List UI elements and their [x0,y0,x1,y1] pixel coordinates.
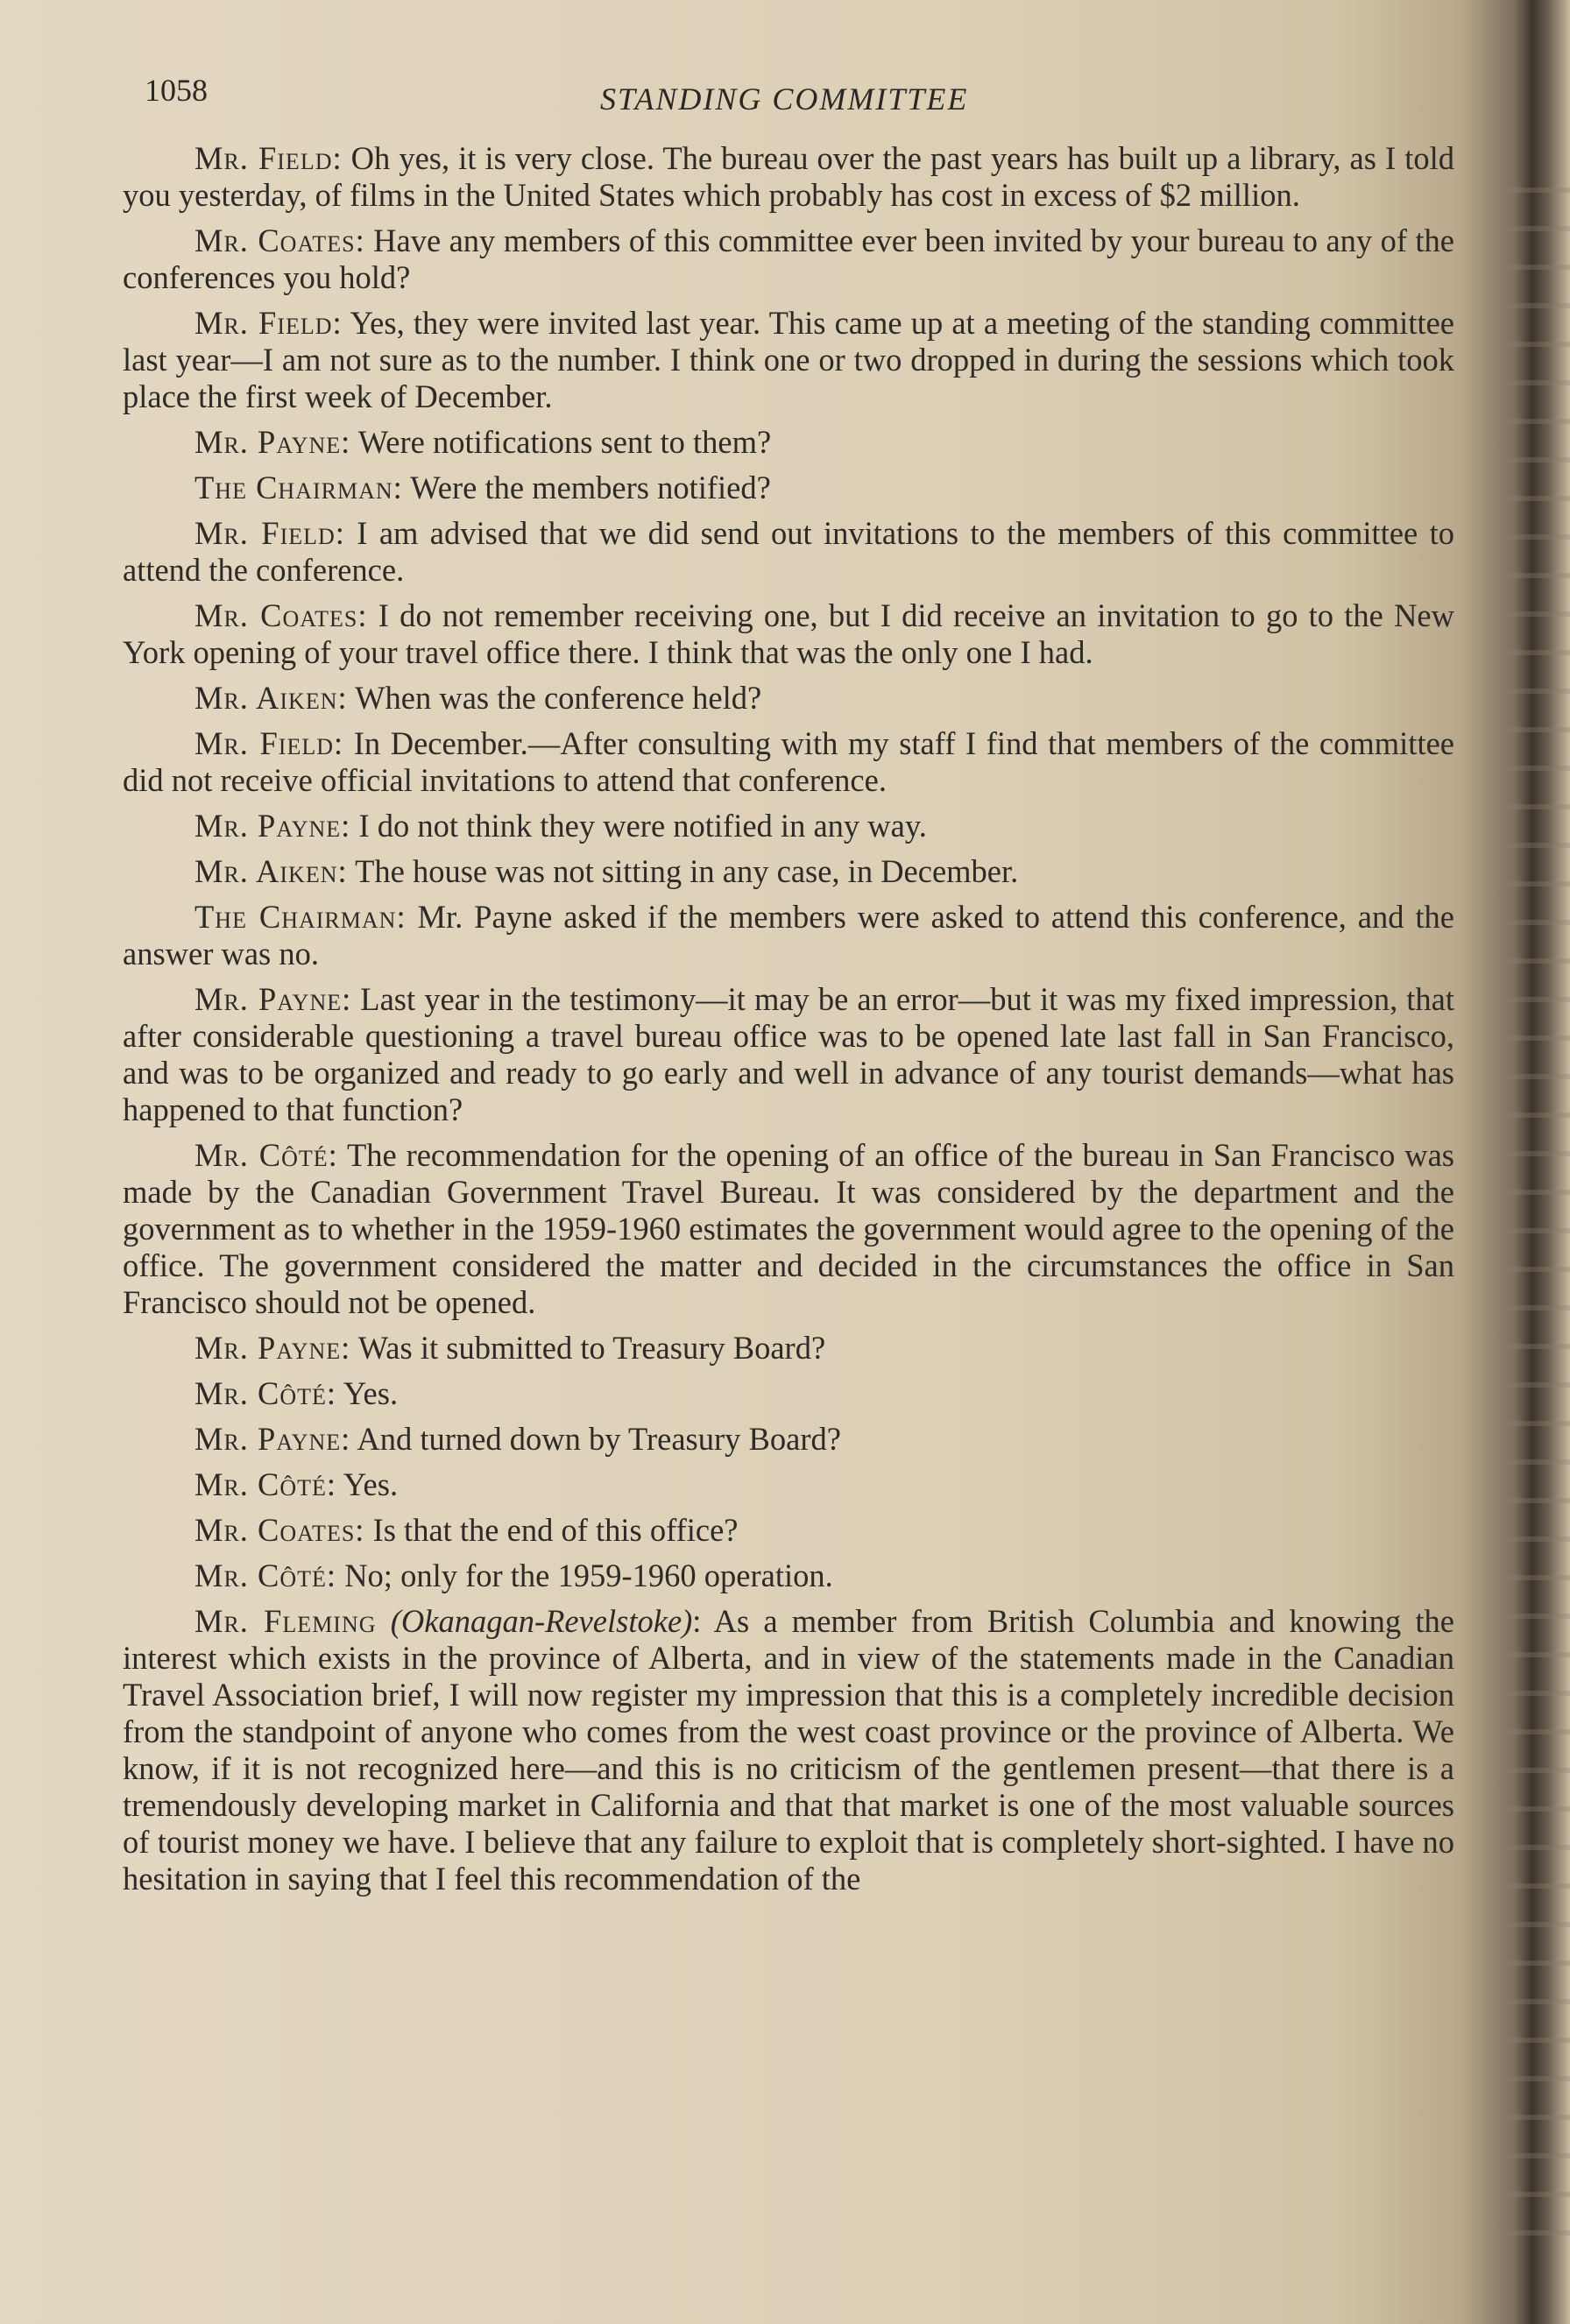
paragraph [123,305,1454,415]
paragraph [123,680,1454,717]
speaker-name: Mr. Payne: [194,808,351,844]
paragraph-text: : As a member from British Columbia and knowing the interest which exists in the province of Alberta, and in view of the statements made in the Canadian Travel Association brief, I will now register my impression that this is a completely incredible decision from the standpoint of anyone who comes from the west coast province or the province of Alberta. We know, if it is not recognized here—and this is no criticism of the gentlemen present—that there is a tremendously developing market in California and that that market is one of the most valuable sources of tourist money we have. I believe that any failure to exploit that is completely short-sighted. I have no hesitation in saying that I feel this recommendation of the [123,1603,1454,1897]
speaker-name: Mr. Payne: [194,424,351,460]
paragraph [123,140,1454,214]
paragraph-text: Is that the end of this office? [364,1512,739,1548]
paragraph [123,1512,1454,1549]
running-title: STANDING COMMITTEE [600,81,969,117]
speaker-name: Mr. Côté: [194,1558,337,1593]
speaker-name: Mr. Payne: [194,1330,351,1366]
paragraph-text: Mr. Payne asked if the members were asked to attend this conference, and the answer was no. [123,899,1454,971]
paragraph [123,1466,1454,1503]
paragraph [123,899,1454,972]
speaker-name: Mr. Coates: [194,223,365,258]
facing-page-edge [1500,158,1570,2260]
speaker-name: Mr. Field: [194,725,344,761]
paragraph [123,470,1454,506]
paragraph [123,223,1454,296]
paragraph [123,853,1454,890]
speaker-name: Mr. Fleming [194,1603,377,1639]
page-header [145,68,1467,121]
speaker-name: Mr. Coates: [194,597,368,633]
speaker-name: Mr. Aiken: [194,680,348,716]
paragraph-text: Oh yes, it is very close. The bureau over the past years has built up a library, as I told you yesterday, of films in the United States which probably has cost in excess of $2 million. [123,140,1454,213]
paragraph [123,1558,1454,1594]
paragraph-text: And turned down by Treasury Board? [350,1421,841,1457]
paragraph-text: In December.—After consulting with my staff I find that members of the committee did not receive official invitations to attend that conference. [123,725,1454,798]
paragraph-text: Yes, they were invited last year. This came up at a meeting of the standing committee last year—I am not sure as to the number. I think one or two dropped in during the sessions which took place the first week of December. [123,305,1454,414]
speaker-name: Mr. Field: [194,515,345,551]
speaker-name: The Chairman: [194,899,407,935]
speaker-name: The Chairman: [194,470,403,505]
paragraph-text: I do not think they were notified in any way. [350,808,927,844]
speaker-name: Mr. Payne: [194,1421,351,1457]
paragraph [123,725,1454,799]
paragraph-text: Were notifications sent to them? [350,424,772,460]
paragraph-text: I do not remember receiving one, but I did receive an invitation to go to the New York opening of your travel office there. I think that was the only one I had. [123,597,1454,670]
speaker-name: Mr. Payne: [194,981,352,1017]
paragraph [123,1421,1454,1458]
speaker-name: Mr. Aiken: [194,853,348,889]
paragraph [123,597,1454,671]
paragraph-text: Was it submitted to Treasury Board? [350,1330,826,1366]
speaker-name: Mr. Côté: [194,1137,338,1173]
paragraph [123,808,1454,844]
paragraph-text: No; only for the 1959-1960 operation. [336,1558,833,1593]
paragraph [123,1330,1454,1367]
paragraph [123,515,1454,589]
speaker-name: Mr. Field: [194,140,343,176]
paragraph [123,981,1454,1128]
speaker-name: Mr. Field: [194,305,343,341]
speaker-name: Mr. Côté: [194,1375,337,1411]
paragraph-text: Have any members of this committee ever been invited by your bureau to any of the conferences you hold? [123,223,1455,295]
paragraph-text: Yes. [336,1466,399,1502]
paragraph-text: Yes. [336,1375,399,1411]
paragraph [123,1137,1454,1321]
paragraph-text: Were the members notified? [402,470,771,505]
paragraph [123,424,1454,461]
speaker-name: Mr. Côté: [194,1466,337,1502]
paragraph [123,1375,1454,1412]
paragraph [123,1603,1454,1897]
paragraph-text: The recommendation for the opening of an office of the bureau in San Francisco was made by the Canadian Government Travel Bureau. It was considered by the department and the government as to whether in the 1959-1960 estimates the government would agree to the opening of the office. The government considered the matter and decided in the circumstances the office in San Francisco should not be opened. [123,1137,1454,1320]
paragraph-text: Last year in the testimony—it may be an error—but it was my fixed impression, that after considerable questioning a travel bureau office was to be opened late last fall in San Francisco, and was to be organized and ready to go early and well in advance of any tourist demands—what has happened to that function? [123,981,1455,1127]
transcript-body [123,140,1454,1906]
paragraph-text: I am advised that we did send out invitations to the members of this committee to attend the conference. [123,515,1454,588]
speaker-name: Mr. Coates: [194,1512,365,1548]
riding-name: (Okanagan-Revelstoke) [376,1603,693,1639]
paragraph-text: When was the conference held? [347,680,762,716]
page-number: 1058 [145,73,208,108]
paragraph-text: The house was not sitting in any case, in December. [347,853,1019,889]
